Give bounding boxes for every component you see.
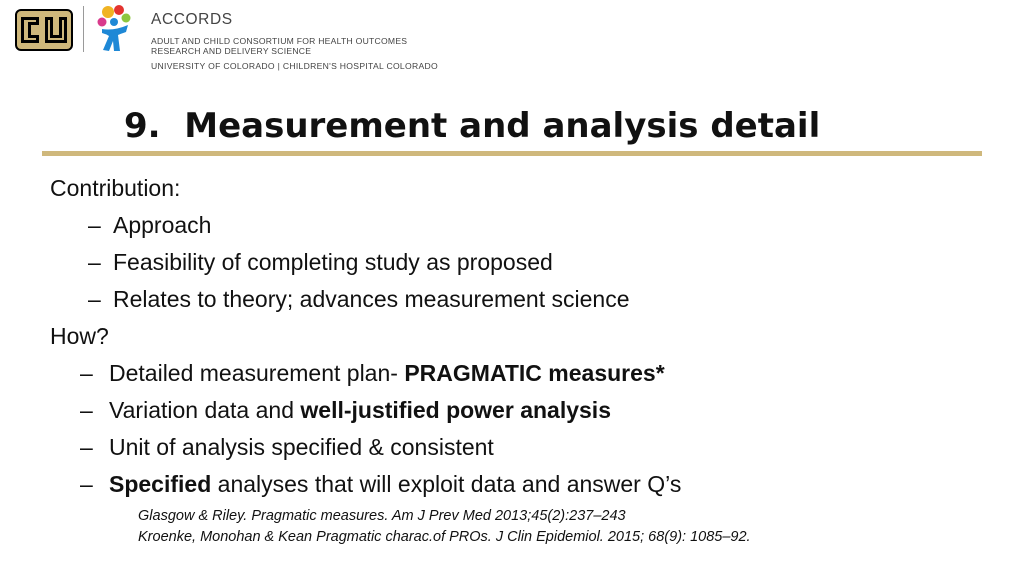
how-item <box>50 392 990 429</box>
accords-logo-figure-icon <box>94 3 138 53</box>
org-subtitle-line-1: ADULT AND CHILD CONSORTIUM FOR HEALTH OUTCOMES <box>151 36 408 46</box>
how-item-text: Unit of analysis specified & consistent <box>109 434 494 460</box>
org-name: ACCORDS <box>151 11 233 28</box>
org-subtitle <box>151 36 407 56</box>
affiliation: UNIVERSITY OF COLORADO | CHILDREN'S HOSPITAL COLORADO <box>151 61 439 71</box>
logo-divider <box>83 6 84 52</box>
org-subtitle-line-2: RESEARCH AND DELIVERY SCIENCE <box>151 46 312 56</box>
title-underline <box>42 151 982 156</box>
reference-item: Kroenke, Monohan & Kean Pragmatic charac.of PROs. J Clin Epidemiol. 2015; 68(9): 1085–92. <box>138 529 751 545</box>
dash-bullet: – <box>88 249 101 275</box>
dash-bullet: – <box>80 434 93 460</box>
contribution-item <box>50 207 990 244</box>
references <box>138 506 751 548</box>
cu-logo <box>15 9 73 51</box>
how-item-text: Variation data and <box>109 397 301 423</box>
contribution-heading: Contribution: <box>50 175 181 201</box>
how-item-emphasis: well-justified power analysis <box>300 397 611 423</box>
reference-item: Glasgow & Riley. Pragmatic measures. Am J Prev Med 2013;45(2):237–243 <box>138 508 626 524</box>
how-item-text-after: analyses that will exploit data and answer Q’s <box>211 471 682 497</box>
contribution-item <box>50 281 990 318</box>
contribution-item-text: Feasibility of completing study as proposed <box>113 249 553 275</box>
dash-bullet: – <box>80 471 93 497</box>
dash-bullet: – <box>80 360 93 386</box>
slide-title: 9. Measurement and analysis detail <box>124 106 821 146</box>
dash-bullet: – <box>88 212 101 238</box>
how-item <box>50 429 990 466</box>
dash-bullet: – <box>80 397 93 423</box>
slide-body <box>50 170 990 503</box>
header <box>0 0 1024 84</box>
how-item-emphasis: PRAGMATIC measures* <box>404 360 665 386</box>
org-block <box>151 12 407 56</box>
how-item <box>50 355 990 392</box>
how-item-emphasis: Specified <box>109 471 212 497</box>
how-item-text: Detailed measurement plan- <box>109 360 405 386</box>
how-heading: How? <box>50 323 109 349</box>
contribution-item-text: Relates to theory; advances measurement science <box>113 286 630 312</box>
dash-bullet: – <box>88 286 101 312</box>
how-item <box>50 466 990 503</box>
contribution-item <box>50 244 990 281</box>
contribution-item-text: Approach <box>113 212 212 238</box>
